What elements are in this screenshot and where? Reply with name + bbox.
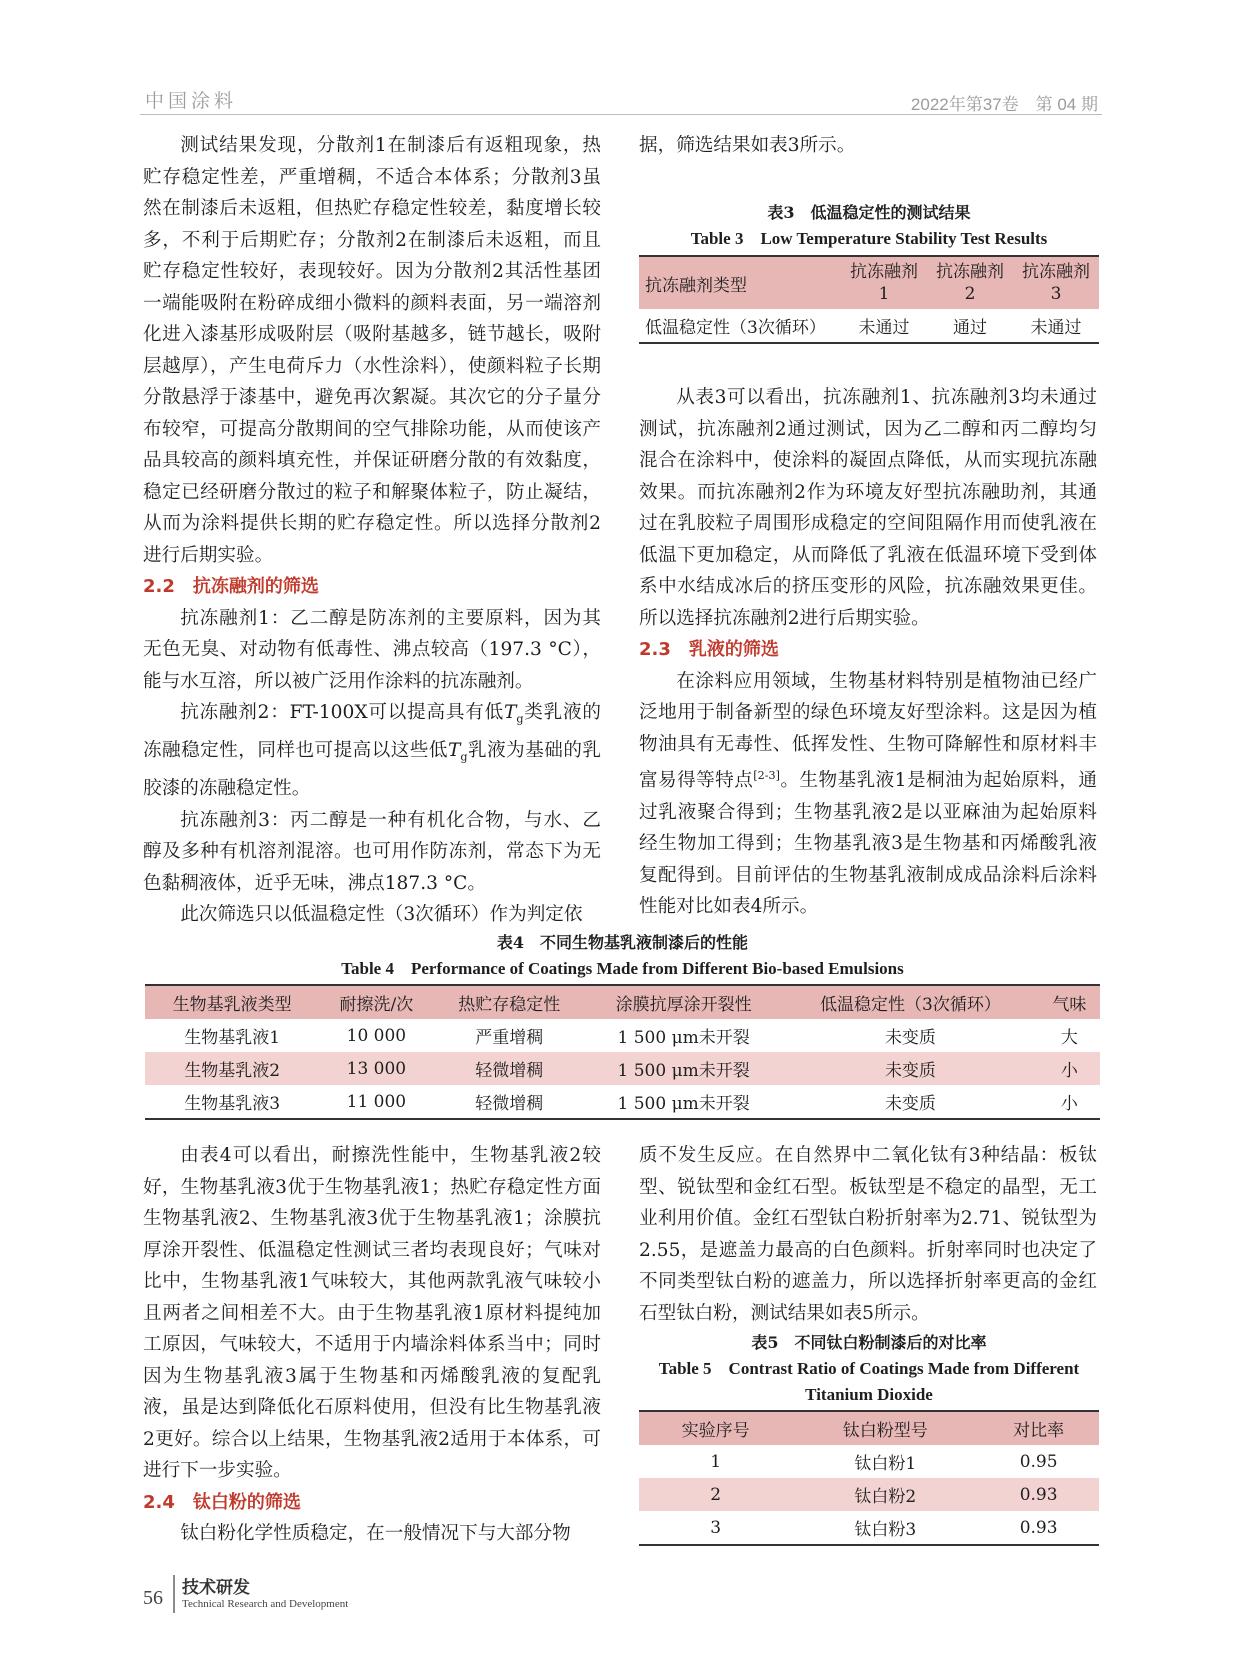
table-header: 抗冻融剂 2 [927, 256, 1013, 309]
paragraph: 抗冻融剂2：FT-100X可以提高具有低$T_g$类乳液的冻融稳定性，同样也可提高以这些低$T_g$乳液为基础的乳胶漆的冻融稳定性。 [143, 702, 601, 800]
section-heading-2-3: 2.3 乳液的筛选 [639, 639, 779, 660]
header-divider [140, 114, 1102, 115]
table-cell: 0.93 [978, 1511, 1099, 1545]
table-cell: 生物基乳液1 [184, 1028, 281, 1048]
table-row [145, 1085, 1100, 1119]
table-header: 生物基乳液类型 [145, 985, 319, 1019]
table-cell: 轻微增稠 [433, 1085, 585, 1119]
table-cell: 未变质 [782, 1052, 1039, 1085]
paragraph: 质不发生反应。在自然界中二氧化钛有3种结晶：板钛型、锐钛型和金红石型。板钛型是不稳定的晶型，无工业利用价值。金红石型钛白粉折射率为2.71、锐钛型为2.55，是遮盖力最高的白色颜料。折射率同时也决定了不同类型钛白粉的遮盖力，所以选择折射率更高的金红石型钛白粉，测试结果如表5所示。 [639, 1145, 1097, 1324]
table-cell: 未通过 [841, 309, 927, 343]
column-left-top [143, 130, 601, 931]
table4-title-en: Table 4 Performance of Coatings Made from Different Bio-based Emulsions [341, 959, 904, 978]
column-left-bottom [143, 1140, 601, 1550]
table-cell: 2 [639, 1478, 792, 1511]
table-cell: 1 500 μm未开裂 [617, 1028, 750, 1048]
table-cell: 1 500 μm未开裂 [585, 1052, 782, 1085]
table-cell: 13 000 [319, 1052, 433, 1085]
table-header: 抗冻融剂 1 [841, 256, 927, 309]
table5-title-en: Table 5 Contrast Ratio of Coatings Made from Different Titanium Dioxide [658, 1359, 1080, 1404]
table-header: 热贮存稳定性 [433, 985, 585, 1019]
table-cell: 未变质 [782, 1085, 1039, 1119]
table3 [639, 255, 1099, 344]
table-cell: 0.95 [1019, 1451, 1058, 1472]
table-header: 涂膜抗厚涂开裂性 [585, 985, 782, 1019]
table-cell: 11 000 [319, 1085, 433, 1119]
table-cell: 未变质 [884, 1028, 936, 1048]
table-row [639, 1478, 1099, 1511]
paragraph: 抗冻融剂3：丙二醇是一种有机化合物，与水、乙醇及多种有机溶剂混溶。也可用作防冻剂，常态下为无色黏稠液体，近乎无味，沸点187.3 °C。 [143, 809, 601, 894]
paragraph: 钛白粉化学性质稳定，在一般情况下与大部分物 [180, 1523, 571, 1544]
paragraph: 此次筛选只以低温稳定性（3次循环）作为判定依 [180, 904, 583, 926]
table-cell: 钛白粉2 [792, 1478, 978, 1511]
table5-block [639, 1330, 1099, 1546]
paragraph: 抗冻融剂1：乙二醇是防冻剂的主要原料，因为其无色无臭、对动物有低毒性、沸点较高（197.3 °C），能与水互溶，所以被广泛用作涂料的抗冻融剂。 [143, 607, 601, 692]
issue-info: 2022年第37卷 第 04 期 [910, 95, 1098, 114]
table-cell: 1 500 μm未开裂 [585, 1085, 782, 1119]
table3-block [639, 200, 1099, 344]
table-cell: 钛白粉1 [854, 1454, 917, 1474]
table-row [145, 1052, 1100, 1085]
footer-divider [173, 1575, 175, 1613]
table-header: 对比率 [978, 1411, 1099, 1445]
table-cell: 低温稳定性（3次循环） [639, 309, 841, 343]
paragraph: 据，筛选结果如表3所示。 [639, 135, 856, 156]
table5 [639, 1410, 1099, 1546]
table-cell: 通过 [927, 309, 1013, 343]
table-header: 实验序号 [639, 1411, 792, 1445]
table-row [639, 1511, 1099, 1545]
table-cell: 1 [710, 1451, 722, 1472]
table-header: 抗冻融剂 3 [1013, 256, 1099, 309]
table-header: 抗冻融剂类型 [639, 256, 841, 309]
paragraph: 由表4可以看出，耐擦洗性能中，生物基乳液2较好，生物基乳液3优于生物基乳液1；热贮存稳定性方面生物基乳液2、生物基乳液3优于生物基乳液1；涂膜抗厚涂开裂性、低温稳定性测试三者均表现良好；气味对比中，生物基乳液1气味较大，其他两款乳液气味较小且两者之间相差不大。由于生物基乳液1原材料提纯加工原因，气味较大，不适用于内墙涂料体系当中；同时因为生物基乳液3属于生物基和丙烯酸乳液的复配乳液，虽是达到降低化石原料使用，但没有比生物基乳液2更好。综合以上结果，生物基乳液2适用于本体系，可进行下一步实验。 [143, 1145, 601, 1481]
table-row [639, 1445, 1099, 1478]
table3-title-en: Table 3 Low Temperature Stability Test Results [690, 229, 1048, 248]
table-cell: 小 [1039, 1085, 1100, 1119]
table4-title-zh: 表4 不同生物基乳液制漆后的性能 [496, 933, 749, 952]
table-header: 气味 [1039, 985, 1100, 1019]
table-cell: 钛白粉3 [792, 1511, 978, 1545]
section-heading-2-4: 2.4 钛白粉的筛选 [143, 1491, 301, 1513]
footer-section-en: Technical Research and Development [182, 1598, 349, 1610]
table-cell: 严重增稠 [475, 1028, 544, 1048]
page-number: 56 [143, 1587, 163, 1609]
journal-name: 中国涂料 [145, 90, 238, 112]
table-cell: 大 [1060, 1028, 1078, 1048]
table-cell: 小 [1039, 1052, 1100, 1085]
table-header: 低温稳定性（3次循环） [782, 985, 1039, 1019]
paragraph: 从表3可以看出，抗冻融剂1、抗冻融剂3均未通过测试，抗冻融剂2通过测试，因为乙二醇和丙二醇均匀混合在涂料中，使涂料的凝固点降低，从而实现抗冻融效果。而抗冻融剂2作为环境友好型抗冻融助剂，其通过在乳胶粒子周围形成稳定的空间阻隔作用而使乳液在低温下更加稳定，从而降低了乳液在低温环境下受到体系中水结成冰后的挤压变形的风险，抗冻融效果更佳。所以选择抗冻融剂2进行后期实验。 [639, 387, 1097, 629]
column-right-top [639, 130, 1097, 162]
section-heading-2-2: 2.2 抗冻融剂的筛选 [143, 576, 319, 597]
table5-title-zh: 表5 不同钛白粉制漆后的对比率 [751, 1333, 987, 1352]
table3-title-zh: 表3 低温稳定性的测试结果 [767, 203, 971, 222]
table-cell: 10 000 [346, 1025, 407, 1046]
table-cell: 轻微增稠 [433, 1052, 585, 1085]
paragraph: 测试结果发现，分散剂1在制漆后有返粗现象，热贮存稳定性差，严重增稠，不适合本体系；分散剂3虽然在制漆后未返粗，但热贮存稳定性较差，黏度增长较多，不利于后期贮存；分散剂2在制漆后未返粗，而且贮存稳定性较好，表现较好。因为分散剂2其活性基团一端能吸附在粉碎成细小微料的颜料表面，另一端溶剂化进入漆基形成吸附层（吸附基越多，链节越长，吸附层越厚），产生电荷斥力（水性涂料），使颜料粒子长期分散悬浮于漆基中，避免再次絮凝。其次它的分子量分布较窄，可提高分散期间的空气排除功能，从而使该产品具较高的颜料填充性，并保证研磨分散的有效黏度，稳定已经研磨分散过的粒子和解聚体粒子，防止凝结，从而为涂料提供长期的贮存稳定性。所以选择分散剂2进行后期实验。 [143, 135, 601, 566]
table4-block [145, 930, 1100, 1120]
table-header: 耐擦洗/次 [319, 985, 433, 1019]
table-header: 钛白粉型号 [792, 1411, 978, 1445]
table-cell: 0.93 [978, 1478, 1099, 1511]
table4 [145, 984, 1100, 1120]
table-cell: 生物基乳液3 [145, 1085, 319, 1119]
paragraph: 在涂料应用领域，生物基材料特别是植物油已经广泛地用于制备新型的绿色环境友好型涂料。这是因为植物油具有无毒性、低挥发性、生物可降解性和原材料丰富易得等特点[2-3]。生物基乳液1是桐油为起始原料，通过乳液聚合得到；生物基乳液2是以亚麻油为起始原料经生物加工得到；生物基乳液3是生物基和丙烯酸乳液复配得到。目前评估的生物基乳液制成成品涂料后涂料性能对比如表4所示。 [639, 670, 1097, 918]
column-right-bottom [639, 1140, 1097, 1329]
column-right-middle [639, 382, 1097, 923]
table-cell: 未通过 [1013, 309, 1099, 343]
table-cell: 生物基乳液2 [145, 1052, 319, 1085]
footer-section-zh: 技术研发 [182, 1578, 250, 1598]
table-cell: 3 [639, 1511, 792, 1545]
table-row [145, 1019, 1100, 1052]
